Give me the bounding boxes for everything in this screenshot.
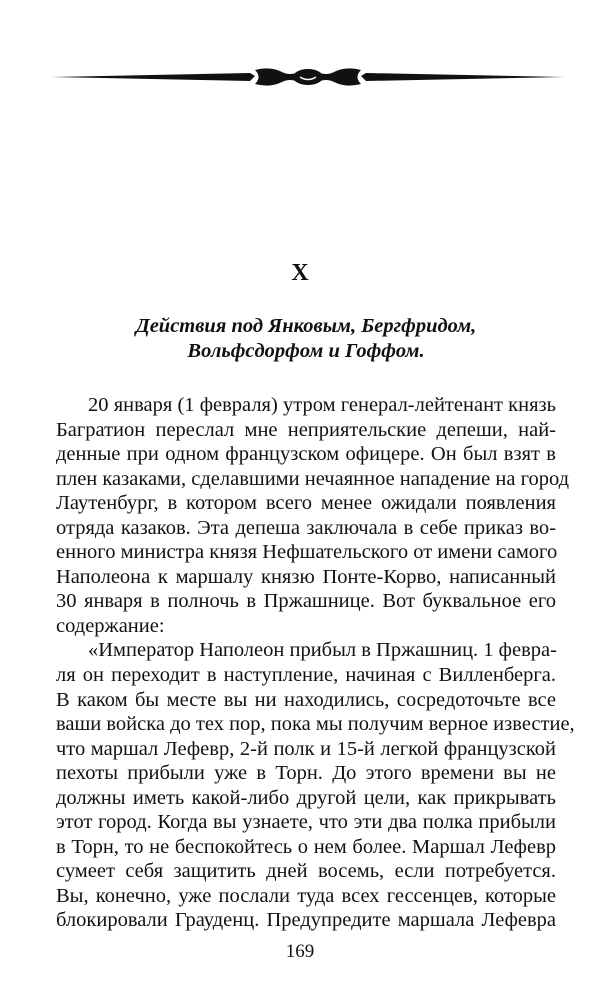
text-line: денные при одном французском офицере. Он был взят в: [56, 443, 556, 466]
text-line: Вы, конечно, уже послали туда всех гессенцев, которые: [56, 884, 556, 907]
text-line: Лаутенбург, в котором всего менее ожидали появления: [56, 492, 556, 515]
text-line: пехоты прибыли уже в Торн. До этого времени вы не: [56, 762, 556, 785]
text-line: этот город. Когда вы узнаете, что эти два полка прибыли: [56, 811, 556, 834]
text-line: енного министра князя Нефшательского от имени самого: [56, 541, 558, 564]
text-line: должны иметь какой-либо другой цели, как прикрывать: [56, 786, 556, 809]
text-line: Наполеона к маршалу князю Понте-Корво, написанный: [56, 565, 556, 588]
text-line: ваши войска до тех пор, пока мы получим верное известие,: [56, 713, 575, 736]
text-line: ля он переходит в наступление, начиная с Вилленберга.: [56, 664, 556, 687]
text-line: в Торн, то не беспокойтесь о нем более. Маршал Лефевр: [56, 835, 556, 858]
text-line: сумеет себя защитить дней восемь, если потребуется.: [56, 860, 556, 883]
text-line: блокировали Грауденц. Предупредите маршала Лефевра: [56, 909, 556, 932]
chapter-title-line: Вольфсдорфом и Гоффом.: [187, 339, 425, 362]
text-line: содержание:: [56, 614, 165, 637]
text-line: «Император Наполеон прибыл в Пржашниц. 1 февра-: [88, 639, 557, 662]
text-line: отряда казаков. Эта депеша заключала в себе приказ во-: [56, 516, 556, 539]
text-line: 20 января (1 февраля) утром генерал-лейтенант князь: [88, 394, 556, 416]
text-line: 30 января в полночь в Пржашнице. Вот буквальное его: [56, 590, 556, 613]
decorative-ornament-divider: [50, 52, 566, 92]
chapter-title-line: Действия под Янковым, Бергфридом,: [135, 315, 477, 337]
chapter-number: X: [291, 260, 309, 286]
chapter-title: [56, 314, 556, 363]
text-line: Багратион переслал мне неприятельские депеши, най-: [56, 418, 556, 441]
page-number: 169: [285, 941, 315, 962]
text-line: В каком бы месте вы ни находились, сосредоточьте все: [56, 688, 556, 711]
text-line: плен казаками, сделавшими нечаянное нападение на город: [56, 467, 570, 490]
text-line: что маршал Лефевр, 2-й полк и 15-й легкой французской: [56, 737, 556, 760]
body-text: [56, 393, 575, 933]
